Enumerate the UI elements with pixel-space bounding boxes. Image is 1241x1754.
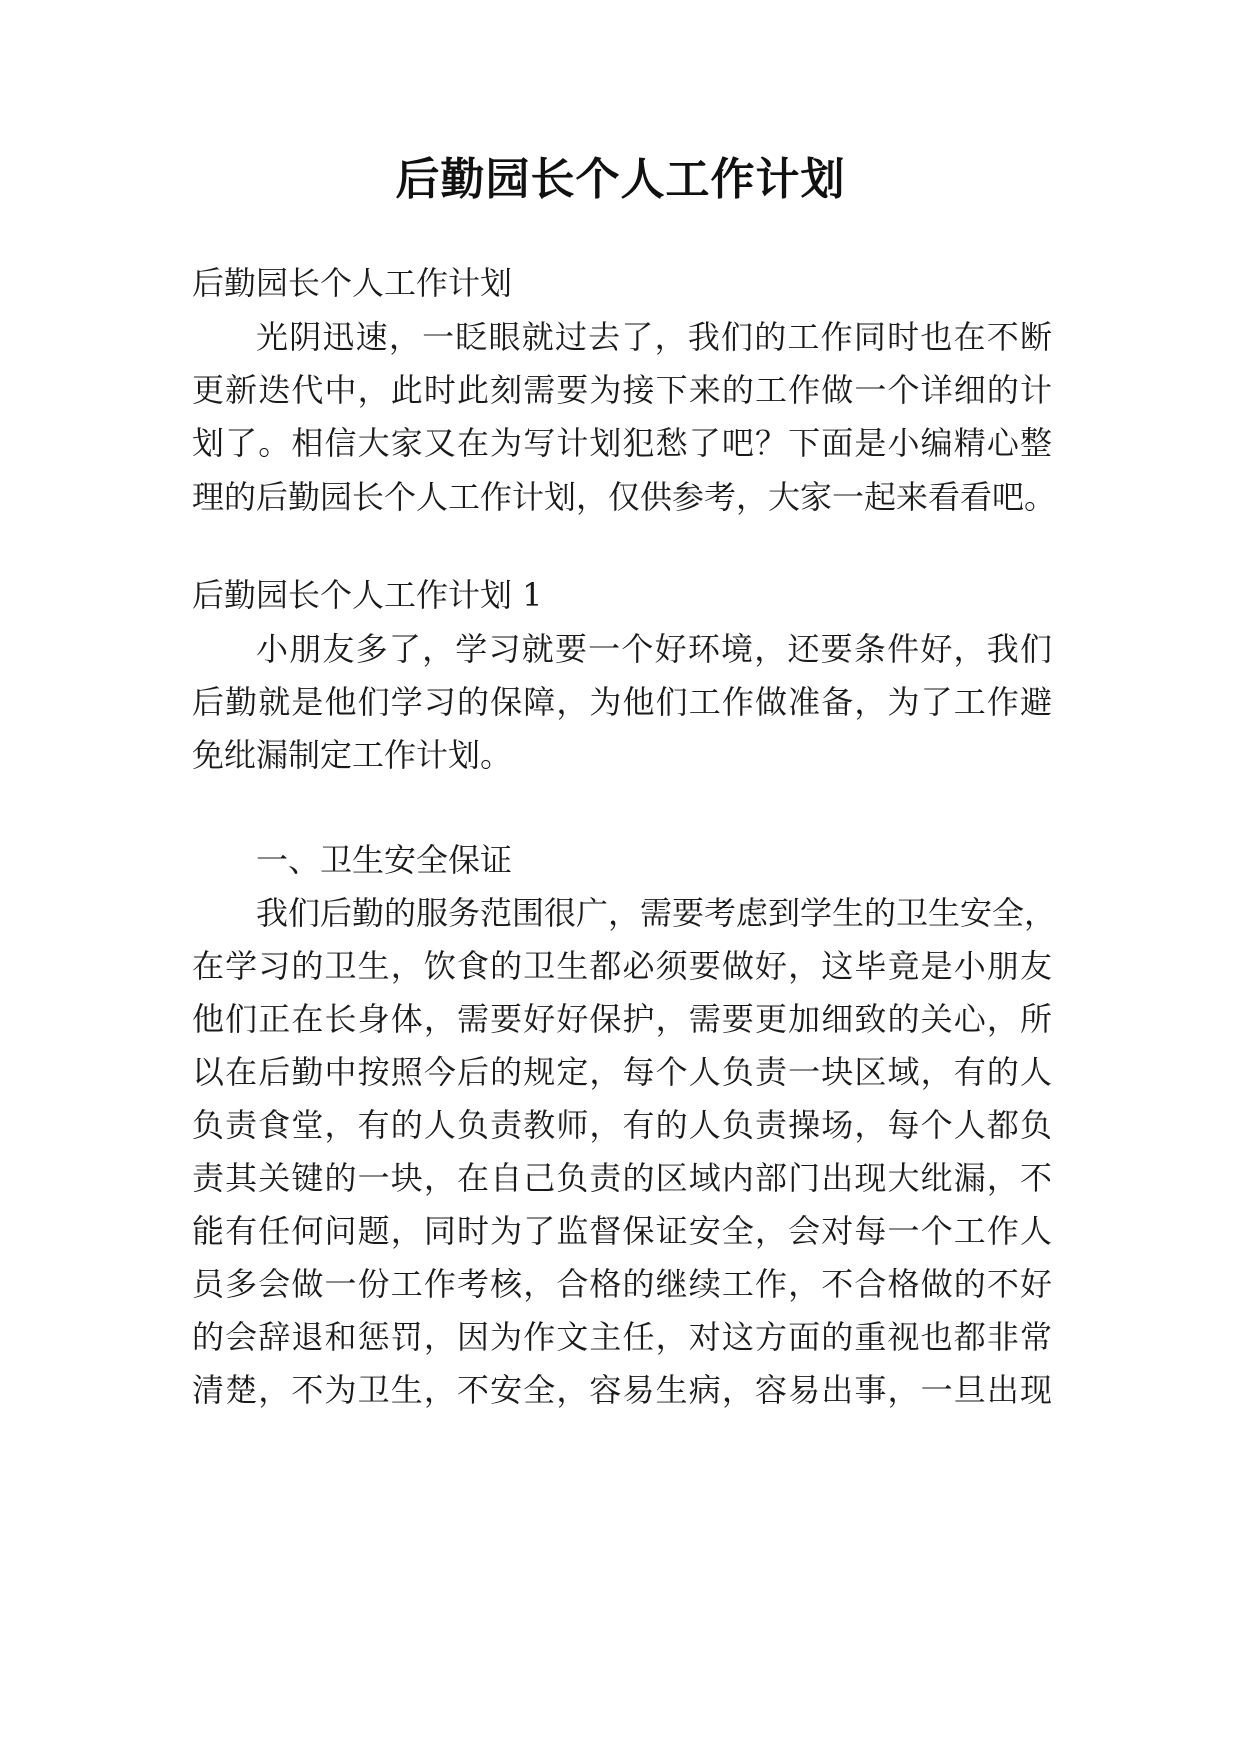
paragraph-line: 清楚，不为卫生，不安全，容易生病，容易出事，一旦出现: [192, 1371, 1052, 1409]
paragraph-line: 的会辞退和惩罚，因为作文主任，对这方面的重视也都非常: [192, 1318, 1052, 1356]
document-title: 后勤园长个人工作计划: [395, 154, 846, 205]
paragraph-line: 光阴迅速，一眨眼就过去了，我们的工作同时也在不断: [256, 318, 1052, 356]
paragraph-line: 以在后勤中按照今后的规定，每个人负责一块区域，有的人: [192, 1053, 1052, 1091]
intro-heading: 后勤园长个人工作计划: [192, 264, 513, 302]
paragraph-line: 负责食堂，有的人负责教师，有的人负责操场，每个人都负: [192, 1106, 1052, 1144]
paragraph-line: 划了。相信大家又在为写计划犯愁了吧？下面是小编精心整: [192, 424, 1052, 462]
paragraph-line: 在学习的卫生，饮食的卫生都必须要做好，这毕竟是小朋友: [192, 947, 1052, 985]
paragraph-line: 员多会做一份工作考核，合格的继续工作，不合格做的不好: [192, 1265, 1052, 1303]
paragraph-line: 免纰漏制定工作计划。: [192, 736, 513, 774]
paragraph-line: 小朋友多了，学习就要一个好环境，还要条件好，我们: [256, 630, 1052, 668]
paragraph-line: 理的后勤园长个人工作计划，仅供参考，大家一起来看看吧。: [192, 478, 1057, 516]
paragraph-line: 我们后勤的服务范围很广，需要考虑到学生的卫生安全，: [256, 894, 1057, 932]
subsection-heading: 一、卫生安全保证: [256, 841, 513, 879]
paragraph-line: 他们正在长身体，需要好好保护，需要更加细致的关心，所: [192, 1000, 1052, 1038]
paragraph-line: 能有任何问题，同时为了监督保证安全，会对每一个工作人: [192, 1212, 1052, 1250]
paragraph-line: 更新迭代中，此时此刻需要为接下来的工作做一个详细的计: [192, 371, 1052, 409]
section-heading: 后勤园长个人工作计划 1: [192, 576, 543, 614]
paragraph-line: 后勤就是他们学习的保障，为他们工作做准备，为了工作避: [192, 683, 1052, 721]
paragraph-line: 责其关键的一块，在自己负责的区域内部门出现大纰漏，不: [192, 1159, 1052, 1197]
